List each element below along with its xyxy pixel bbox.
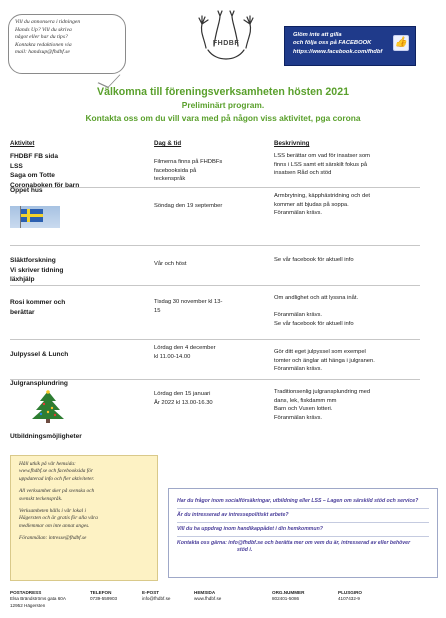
page-title: Välkomna till föreningsverksamheten hösten 2021 xyxy=(97,86,349,98)
row-activity: FHDBF FB sida LSS Saga om Totte Coronaboken för barn xyxy=(10,153,80,189)
row-date: Vår och höst xyxy=(154,261,187,267)
bubble-line: Kontakta redaktionen via xyxy=(15,41,72,48)
footer-org-number: ORG.NUMMER 802401-5086 xyxy=(272,590,305,602)
christmas-tree-icon xyxy=(28,390,68,424)
row-description: Gör ditt eget julpyssel som exempel tomter och änglar att hänga i julgranen. Föranmälan krävs. xyxy=(274,349,375,373)
info-para: Föranmälan: intresse@fhdbf.se xyxy=(19,535,87,542)
info-para: Håll utkik på vår hemsida: www.fhdbf.se och facebooksida för uppdaterad info och fler aktiviteter. xyxy=(19,461,95,482)
fb-link[interactable]: https://www.facebook.com/fhdbf xyxy=(293,48,383,55)
subtitle: Preliminärt program. xyxy=(181,100,265,110)
subtitle-contact: Kontakta oss om du vill vara med på någon viss aktivitet, pga corona xyxy=(85,113,361,123)
fb-line-2: och följa oss på FACEBOOK xyxy=(293,40,372,47)
questions-box xyxy=(168,488,438,578)
bubble-line: något eller har du tips? xyxy=(15,34,68,41)
row-activity: Öppet hus xyxy=(10,187,43,194)
question-item: Har du frågor inom socialförsäkringar, utbildning eller LSS – Lagen om särskild stöd och service? xyxy=(177,495,429,509)
table-row xyxy=(10,246,420,286)
header-description: Beskrivning xyxy=(274,140,310,147)
section-education: Utbildningsmöjligheter xyxy=(10,433,82,440)
question-item: Är du intresserad av intressepolitiskt arbete? xyxy=(177,509,429,523)
table-row xyxy=(10,150,420,188)
info-box xyxy=(10,455,158,581)
row-activity: Släktforskning Vi skriver tidning läxhjälp xyxy=(10,257,64,284)
footer-website: HEMSIDA www.fhdbf.se xyxy=(194,590,222,602)
info-para: All verksamhet sker på svenska och svenskt teckenspråk. xyxy=(19,488,95,502)
footer-plusgiro: PLUSGIRO 4107432-9 xyxy=(338,590,362,602)
row-description: LSS berättar om vad för insatser som finns i LSS samt ett särskilt fokus på insatsen Råd och stöd xyxy=(274,153,371,177)
table-row xyxy=(10,286,420,340)
bubble-line: mail: handsup@fhdbf.se xyxy=(15,49,70,56)
footer-email: E-POST info@fhdbf.se xyxy=(142,590,171,602)
row-date: Tisdag 30 november kl 13- 15 xyxy=(154,299,223,314)
footer-postal: POSTADRESS Elsa Brändströms gata 60A 12952 Hägersten xyxy=(10,590,66,608)
info-para: Verksamheten hålls i vår lokal i Hägersten och är gratis för alla våra medlemmar om inte annat anges. xyxy=(19,508,98,529)
header-activity: Aktivitet xyxy=(10,140,35,147)
row-date: Filmerna finns på FHDBFs facebooksida på teckenspråk xyxy=(154,159,223,183)
row-activity: Julpyssel & Lunch xyxy=(10,351,69,358)
thumbs-up-icon: 👍 xyxy=(393,35,409,51)
bubble-line: Hands Up? Vill du skriva xyxy=(15,26,72,33)
question-item: Vill du ha uppdrag inom handikappådet i din hemkommun? xyxy=(177,523,429,537)
row-date: Lördag den 4 december kl 11.00-14.00 xyxy=(154,345,216,360)
facebook-box[interactable] xyxy=(284,26,416,66)
row-activity: Julgransplundring xyxy=(10,380,68,387)
row-activity: Rosi kommer och berättar xyxy=(10,299,66,316)
bubble-line: Vill du annonsera i tidningen xyxy=(15,19,81,25)
row-description: Traditionsenlig julgransplundring med dans, lek, fiskdamm mm Barn och Vuxen lotteri. Föranmälan krävs. xyxy=(274,389,371,421)
swedish-flag-image xyxy=(10,206,60,228)
fhdbf-logo-icon xyxy=(186,8,266,68)
table-row xyxy=(10,340,420,380)
question-item: Kontakta oss gärna: info@fhdbf.se och berätta mer om vem du är, intresserad av eller behöver stöd i. xyxy=(177,540,411,553)
row-description: Om andlighet och att lyssna inåt. Föranmälan krävs. Se vår facebook för aktuell info xyxy=(274,295,359,327)
table-row xyxy=(10,380,420,430)
row-date: Söndag den 19 september xyxy=(154,203,223,209)
fb-line-1: Glöm inte att gilla xyxy=(293,32,342,38)
header-date: Dag & tid xyxy=(154,140,182,147)
row-description: Armbrytning, käpphästridning och det kommer att bjudas på soppa. Föranmälan krävs. xyxy=(274,193,371,217)
footer-phone: TELEFON 0739-559903 xyxy=(90,590,118,602)
table-row xyxy=(10,188,420,246)
row-description: Se vår facebook för aktuell info xyxy=(274,257,354,263)
row-date: Lördag den 15 januari År 2022 kl 13.00-16.30 xyxy=(154,391,213,406)
logo-text: FHDBF xyxy=(212,40,240,47)
ad-speech-bubble xyxy=(8,14,126,74)
